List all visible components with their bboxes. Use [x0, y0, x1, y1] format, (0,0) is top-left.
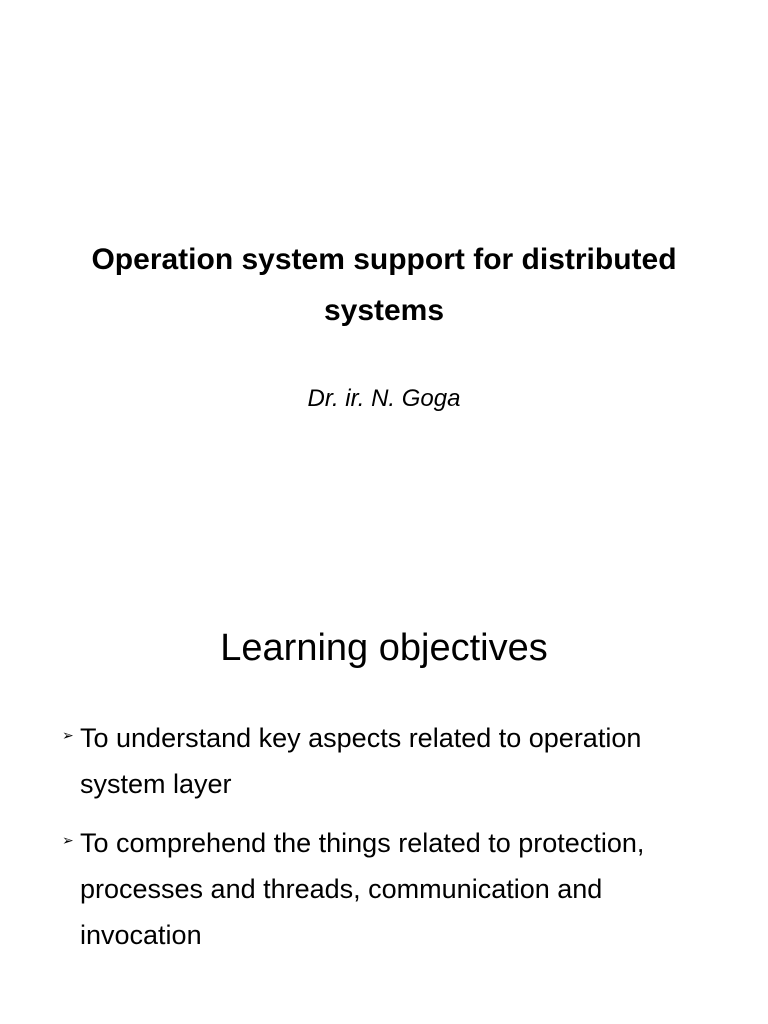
- arrow-bullet-icon: ➢: [62, 832, 74, 848]
- presentation-title: Operation system support for distributed systems: [91, 243, 677, 327]
- list-item: [60, 715, 700, 807]
- list-item-text: To comprehend the things related to protection, processes and threads, communication and invocation: [80, 828, 645, 950]
- arrow-bullet-icon: ➢: [62, 727, 74, 743]
- author-name: Dr. ir. N. Goga: [307, 385, 461, 412]
- objectives-slide: [0, 512, 768, 1024]
- list-item-text: To understand key aspects related to operation system layer: [80, 723, 642, 799]
- slide-heading: Learning objectives: [220, 627, 548, 669]
- objectives-list: [60, 715, 700, 971]
- list-item: [60, 820, 700, 958]
